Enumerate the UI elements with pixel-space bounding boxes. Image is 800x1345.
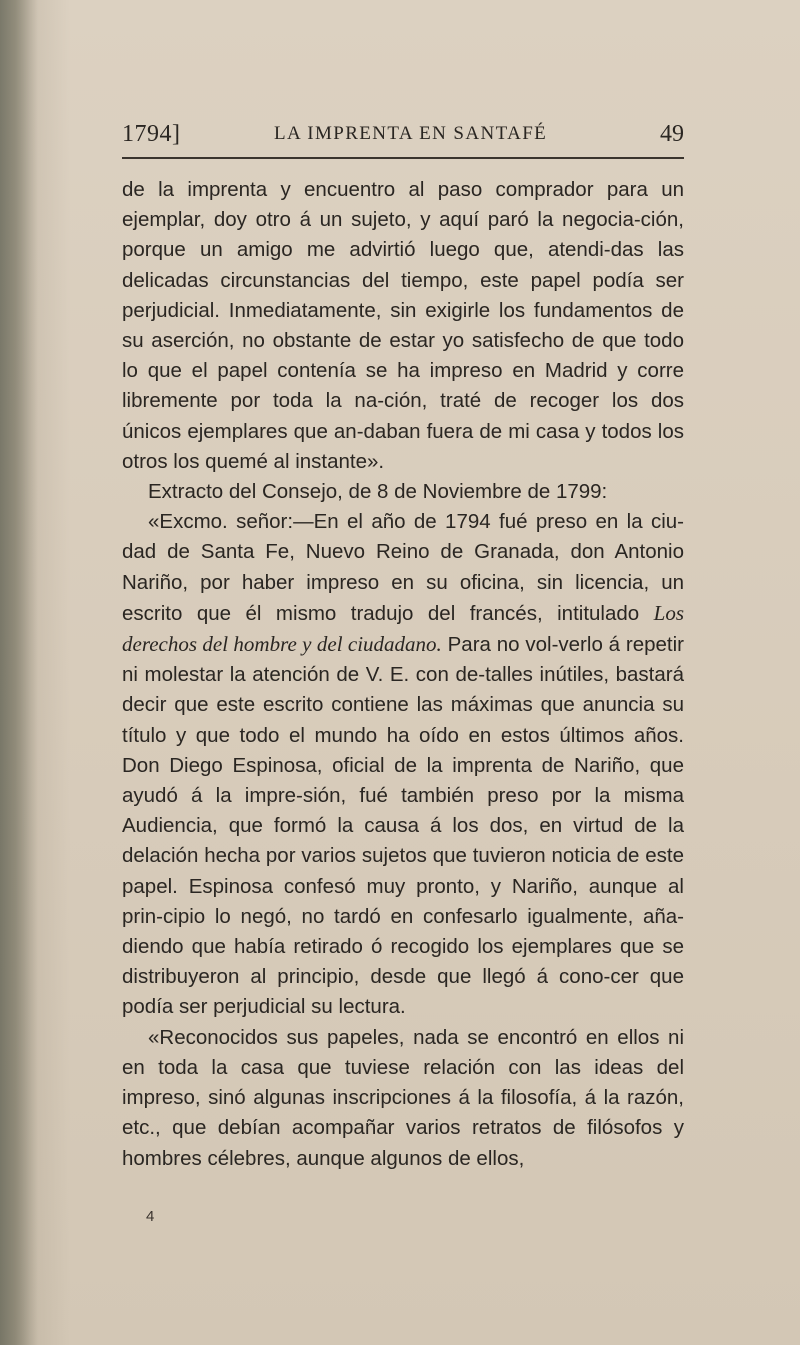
header-rule [122,157,684,159]
running-head [122,114,684,154]
paragraph-quote [122,507,684,1022]
quoted-work-title: Los derechos del hombre y del ciudadano. [122,600,684,657]
page-number: 49 [660,121,684,147]
quote-before-title: «Excmo. señor:—En el año de 1794 fué preso en la ciu-dad de Santa Fe, Nuevo Reino de Granada, don Antonio Nariño, por haber impreso en su oficina, sin licencia, un escrito que él mismo tradujo del francés, intitulado [122,510,684,625]
spine-shadow [0,0,38,1345]
paragraph-papers-examined: «Reconocidos sus papeles, nada se encontró en ellos ni en toda la casa que tuviese relación con las ideas del impreso, sinó algunas inscripciones á la filosofía, á la razón, etc., que debían acompañar varios retratos de filósofos y hombres célebres, aunque algunos de ellos, [122,1025,684,1170]
paragraph-letter-continuation: de la imprenta y encuentro al paso comprador para un ejemplar, doy otro á un sujeto, y aquí paró la negocia-ción, porque un amigo me advirtió luego que, atendi-das las delicadas circunstancias del tiempo, este papel podía ser perjudicial. Inmediatamente, sin exigirle los fundamentos de su aserción, no obstante de estar yo satisfecho de que todo lo que el papel contenía se ha impreso en Madrid y corre libremente por toda la na-ción, traté de recoger los dos únicos ejemplares que an-daban fuera de mi casa y todos los otros los quemé al instante». [122,178,684,473]
body-text [122,175,684,1174]
quote-after-title: Para no vol-verlo á repetir ni molestar la atención de V. E. con de-talles inútiles, bastará decir que este escrito contiene las máximas que anuncia su título y que todo el mundo ha oído en estos últimos años. Don Diego Espinosa, oficial de la imprenta de Nariño, que ayudó á la impre-sión, fué también preso por la misma Audiencia, que formó la causa á los dos, en virtud de la delación hecha por varios sujetos que tuvieron noticia de este papel. Espinosa confesó muy pronto, y Nariño, aunque al prin-cipio lo negó, no tardó en confesarlo igualmente, aña-diendo que había retirado ó recogido los ejemplares que se distribuyeron al principio, desde que llegó á cono-cer que podía ser perjudicial su lectura. [122,633,684,1019]
paragraph-extract-heading: Extracto del Consejo, de 8 de Noviembre de 1799: [148,480,608,504]
running-head-title: LA IMPRENTA EN SANTAFÉ [274,123,548,144]
signature-mark: 4 [146,1208,155,1225]
running-head-year: 1794] [122,121,181,147]
